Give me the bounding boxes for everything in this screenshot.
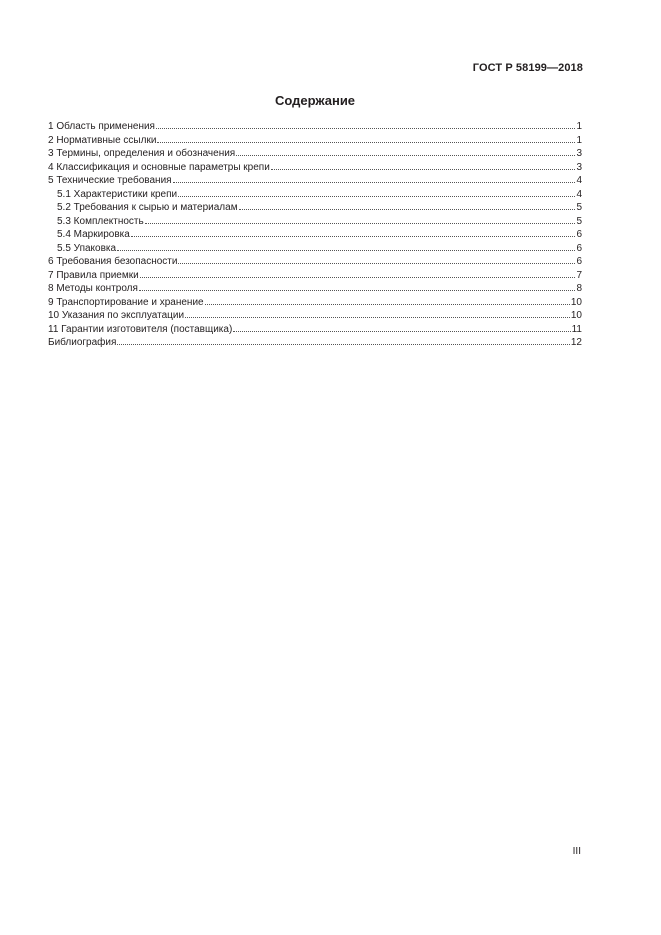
toc-entry[interactable] xyxy=(48,188,582,202)
toc-entry-label: 5.2 Требования к сырью и материалам xyxy=(57,202,238,213)
toc-entry-page: 1 xyxy=(576,134,582,146)
toc-entry[interactable] xyxy=(48,147,582,161)
toc-leader-dots xyxy=(185,309,570,318)
toc-entry-label: 8 Методы контроля xyxy=(48,283,138,294)
toc-leader-dots xyxy=(117,336,569,345)
toc-entry-label: 7 Правила приемки xyxy=(48,269,139,281)
toc-entry[interactable] xyxy=(48,269,582,283)
toc-entry[interactable] xyxy=(48,161,582,175)
toc-entry-label: 5.1 Характеристики крепи xyxy=(57,188,178,200)
toc-leader-dots xyxy=(157,134,575,143)
toc-entry-label: 11 Гарантии изготовителя (поставщика) xyxy=(48,323,233,335)
toc-entry-page: 7 xyxy=(576,269,582,281)
toc-entry-page: 12 xyxy=(570,337,582,348)
toc-entry-page: 4 xyxy=(576,175,582,186)
toc-entry[interactable] xyxy=(48,242,582,256)
toc-entry-page: 6 xyxy=(576,229,582,240)
toc-entry-label: 6 Требования безопасности xyxy=(48,256,178,267)
toc-entry[interactable] xyxy=(48,201,582,215)
toc-entry-label: 5.5 Упаковка xyxy=(57,242,117,254)
toc-entry-label: 5.3 Комплектность xyxy=(57,215,144,227)
toc-entry-page: 3 xyxy=(576,148,582,159)
toc-leader-dots xyxy=(145,215,576,224)
toc-leader-dots xyxy=(271,161,576,170)
toc-entry-page: 10 xyxy=(570,296,582,308)
toc-entry-page: 8 xyxy=(576,283,582,294)
toc-entry[interactable] xyxy=(48,228,582,242)
document-code: ГОСТ Р 58199—2018 xyxy=(472,62,583,74)
toc-entry-label: 5 Технические требования xyxy=(48,175,172,186)
toc-entry[interactable] xyxy=(48,323,582,337)
toc-leader-dots xyxy=(178,188,575,197)
page-number: III xyxy=(572,846,581,857)
toc-leader-dots xyxy=(139,282,576,291)
toc-entry[interactable] xyxy=(48,120,582,134)
toc-entry[interactable] xyxy=(48,296,582,310)
toc-entry-label: 5.4 Маркировка xyxy=(57,229,130,240)
toc-entry-page: 10 xyxy=(570,310,582,321)
toc-title: Содержание xyxy=(274,93,356,108)
toc-leader-dots xyxy=(236,147,575,156)
toc-entry-page: 6 xyxy=(576,256,582,267)
toc-leader-dots xyxy=(156,120,575,129)
toc-entry-label: 3 Термины, определения и обозначения xyxy=(48,148,236,159)
toc-entry[interactable] xyxy=(48,336,582,350)
toc-entry-page: 1 xyxy=(576,121,582,132)
toc-entry-page: 5 xyxy=(576,215,582,227)
toc-entry-page: 11 xyxy=(571,323,582,335)
toc-entry-label: 9 Транспортирование и хранение xyxy=(48,296,204,308)
toc-entry-page: 3 xyxy=(576,161,582,173)
toc-entry[interactable] xyxy=(48,309,582,323)
toc-leader-dots xyxy=(205,296,570,305)
toc-entry-label: 1 Область применения xyxy=(48,121,155,132)
toc-leader-dots xyxy=(140,269,576,278)
toc-entry-page: 4 xyxy=(576,188,582,200)
toc-leader-dots xyxy=(233,323,570,332)
toc-entry[interactable] xyxy=(48,134,582,148)
toc-entry-label: 2 Нормативные ссылки xyxy=(48,134,157,146)
toc-entry-page: 5 xyxy=(576,202,582,213)
toc-entry[interactable] xyxy=(48,215,582,229)
toc-leader-dots xyxy=(178,255,575,264)
toc-leader-dots xyxy=(131,228,576,237)
toc-entry-label: Библиография xyxy=(48,337,117,348)
table-of-contents xyxy=(48,120,582,350)
toc-entry-page: 6 xyxy=(576,242,582,254)
toc-entry-label: 4 Классификация и основные параметры крепи xyxy=(48,161,270,173)
toc-leader-dots xyxy=(117,242,575,251)
toc-entry[interactable] xyxy=(48,282,582,296)
toc-entry-label: 10 Указания по эксплуатации xyxy=(48,310,185,321)
toc-entry[interactable] xyxy=(48,174,582,188)
toc-leader-dots xyxy=(173,174,576,183)
toc-entry[interactable] xyxy=(48,255,582,269)
toc-leader-dots xyxy=(239,201,576,210)
